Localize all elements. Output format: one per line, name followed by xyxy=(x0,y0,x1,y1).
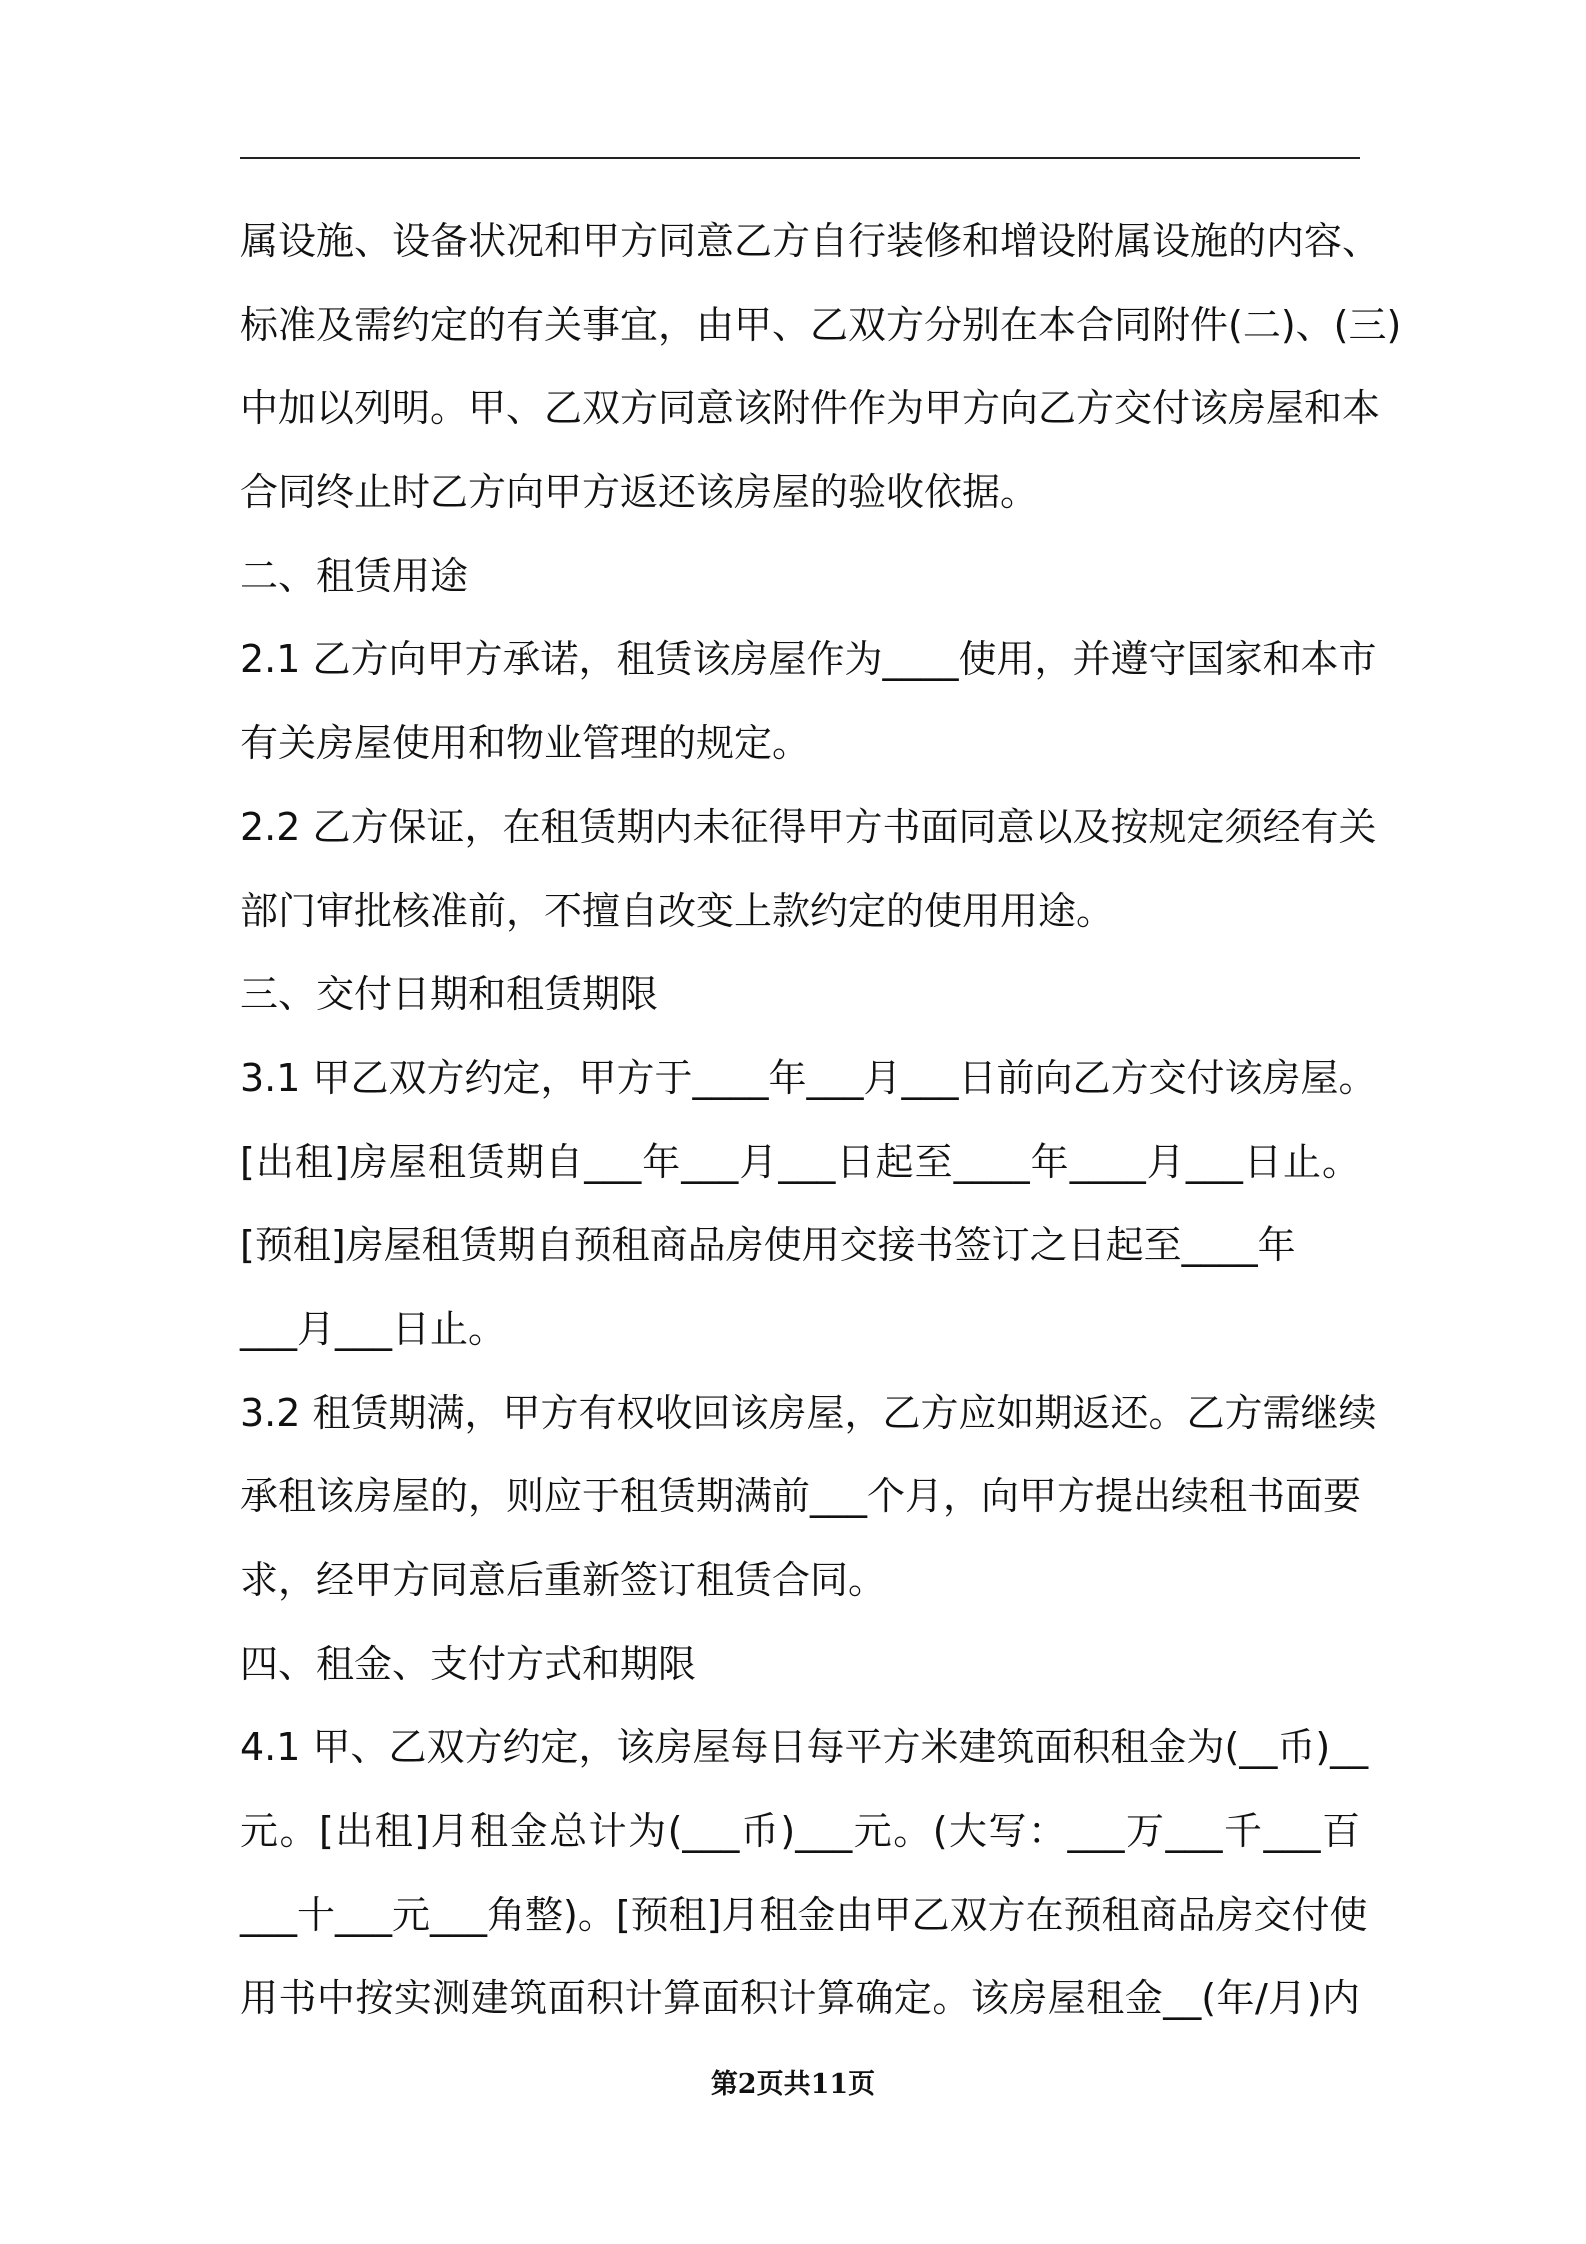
text-line: 3.1 甲乙双方约定，甲方于____年___月___日前向乙方交付该房屋。 xyxy=(240,1055,1377,1100)
text-line: 部门审批核准前，不擅自改变上款约定的使用用途。 xyxy=(240,888,1115,933)
text-line: 属设施、设备状况和甲方同意乙方自行装修和增设附属设施的内容、 xyxy=(240,219,1381,263)
text-line: 元。[出租]月租金总计为(___币)___元。(大写：___万___千___百 xyxy=(240,1809,1360,1854)
text-line: [出租]房屋租赁期自___年___月___日起至____年____月___日止。 xyxy=(240,1139,1360,1184)
text-line: 四、租金、支付方式和期限 xyxy=(240,1641,697,1686)
text-line: 有关房屋使用和物业管理的规定。 xyxy=(240,721,811,766)
page-number: 第2页共11页 xyxy=(710,2069,876,2100)
text-line: ___十___元___角整)。[预租]月租金由甲乙双方在预租商品房交付使 xyxy=(240,1892,1368,1937)
text-line: 求，经甲方同意后重新签订租赁合同。 xyxy=(240,1558,887,1602)
text-line: 承租该房屋的，则应于租赁期满前___个月，向甲方提出续租书面要 xyxy=(240,1474,1362,1519)
text-line: 标准及需约定的有关事宜，由甲、乙双方分别在本合同附件(二)、(三) xyxy=(240,302,1402,347)
text-line: 用书中按实测建筑面积计算面积计算确定。该房屋租金__(年/月)内 xyxy=(240,1976,1360,2021)
document-body xyxy=(240,200,1402,2041)
text-line: ___月___日止。 xyxy=(240,1306,507,1351)
text-line: 中加以列明。甲、乙双方同意该附件作为甲方向乙方交付该房屋和本 xyxy=(240,386,1381,431)
header-rule xyxy=(240,157,1360,159)
text-line: 2.1 乙方向甲方承诺，租赁该房屋作为____使用，并遵守国家和本市 xyxy=(240,637,1377,682)
text-line: 2.2 乙方保证，在租赁期内未征得甲方书面同意以及按规定须经有关 xyxy=(240,804,1377,849)
text-line: 三、交付日期和租赁期限 xyxy=(240,972,659,1017)
text-line: 3.2 租赁期满，甲方有权收回该房屋，乙方应如期返还。乙方需继续 xyxy=(240,1390,1377,1435)
text-line: 4.1 甲、乙双方约定，该房屋每日每平方米建筑面积租金为(__币)__ xyxy=(240,1725,1369,1770)
text-line: 合同终止时乙方向甲方返还该房屋的验收依据。 xyxy=(240,470,1039,515)
text-line: 二、租赁用途 xyxy=(240,553,469,598)
text-line: [预租]房屋租赁期自预租商品房使用交接书签订之日起至____年 xyxy=(240,1223,1296,1268)
